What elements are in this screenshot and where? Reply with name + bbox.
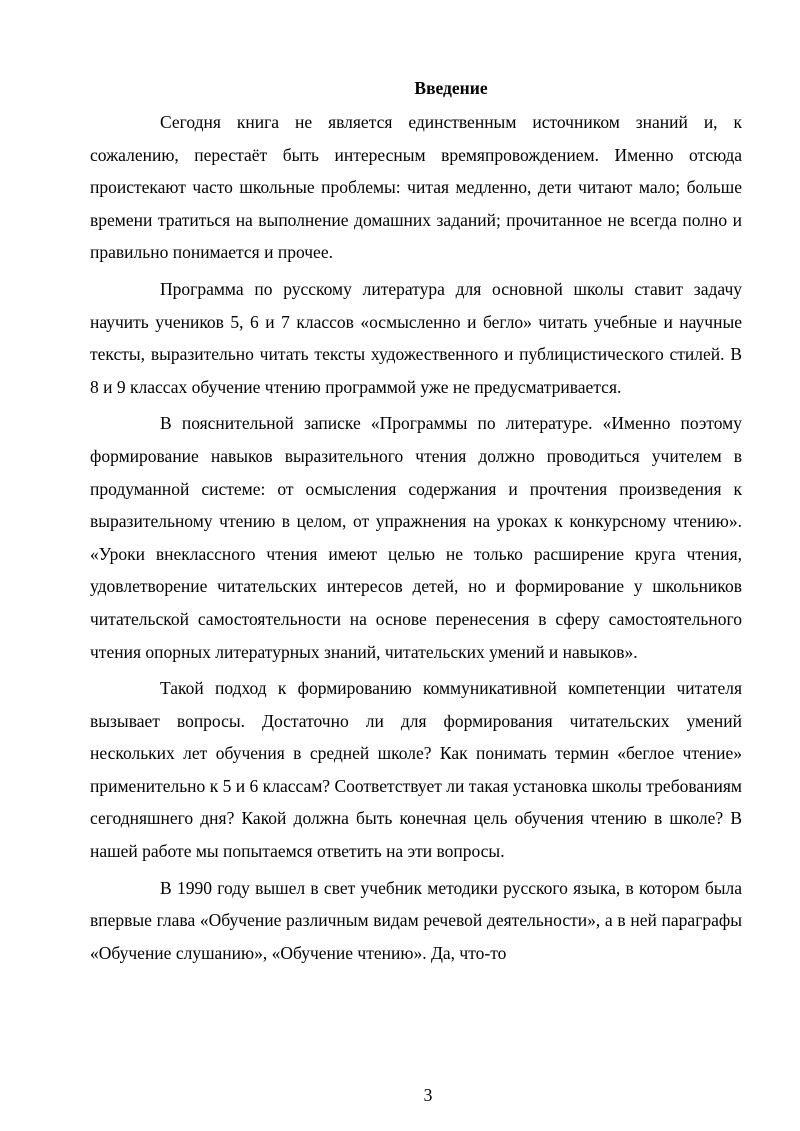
paragraph-3: В пояснительной записке «Программы по литературе. «Именно поэтому формирование навыков выразительного чтения должно проводиться учителем в продуманной системе: от осмысления содержания и прочтения произведения к выразительному чтению в целом, от упражнения на уроках к конкурсному чтению». «Уроки внеклассного чтения имеют целью не только расширение круга чтения, удовлетворение читательских интересов детей, но и формирование у школьников читательской самостоятельности на основе перенесения в сферу самостоятельного чтения опорных литературных знаний, читательских умений и навыков». (90, 413, 742, 662)
paragraph-4: Такой подход к формированию коммуникативной компетенции читателя вызывает вопросы. Достаточно ли для формирования читательских умений нескольких лет обучения в средней школе? Как понимать термин «беглое чтение» применительно к 5 и 6 классам? Соответствует ли такая установка школы требованиям сегодняшнего дня? Какой должна быть конечная цель обучения чтению в школе? В нашей работе мы попытаемся ответить на эти вопросы. (90, 678, 742, 862)
paragraph-5: В 1990 году вышел в свет учебник методики русского языка, в котором была впервые глава «Обучение различным видам речевой деятельности», а в ней параграфы «Обучение слушанию», «Обучение чтению». Да, что-то (90, 877, 742, 963)
paragraph-1: Сегодня книга не является единственным источником знаний и, к сожалению, перестаёт быть интересным времяпровождением. Именно отсюда проистекают часто школьные проблемы: читая медленно, дети читают мало; больше времени тратиться на выполнение домашних заданий; прочитанное не всегда полно и правильно понимается и прочее. (90, 112, 742, 263)
page-content (90, 76, 742, 973)
paragraph-2: Программа по русскому литература для основной школы ставит задачу научить учеников 5, 6 и 7 классов «осмысленно и бегло» читать учебные и научные тексты, выразительно читать тексты художественного и публицистического стилей. В 8 и 9 классах обучение чтению программой уже не предусматривается. (90, 278, 742, 397)
section-title: Введение (414, 78, 488, 98)
page-number: 3 (423, 1085, 433, 1105)
